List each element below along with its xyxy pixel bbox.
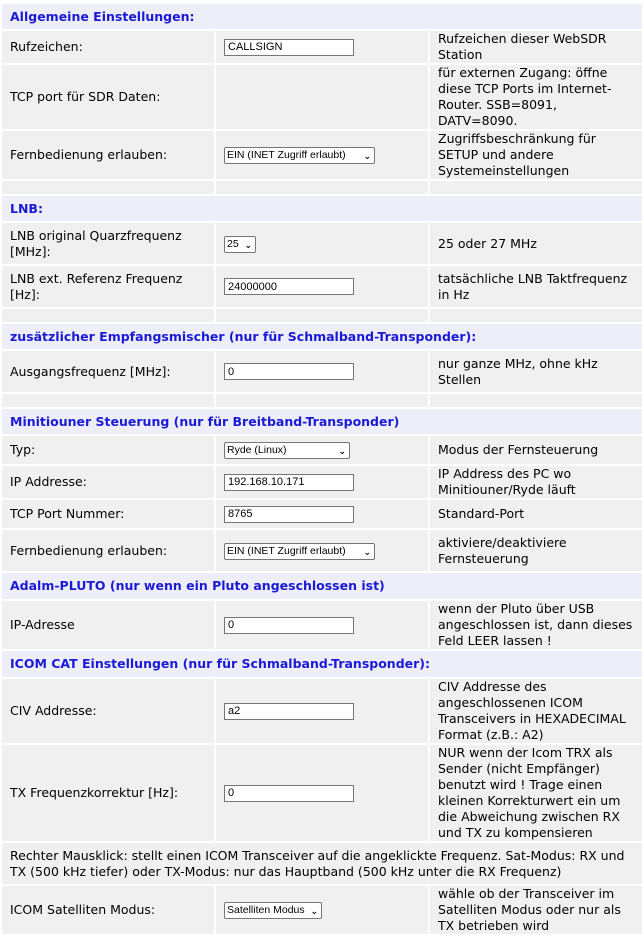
spacer [216, 309, 428, 322]
section-icom-title: ICOM CAT Einstellungen (nur für Schmalband-Transponder): [2, 651, 642, 677]
lnb-quartz-label: LNB original Quarzfrequenz [MHz]: [2, 223, 214, 264]
mt-ip-input[interactable] [224, 474, 354, 491]
lnb-ref-input[interactable] [224, 278, 354, 295]
section-minitiouner-title: Minitiouner Steuerung (nur für Breitband-Transponder) [2, 409, 642, 434]
outfreq-label: Ausgangsfrequenz [MHz]: [2, 351, 214, 392]
section-lnb-title: LNB: [2, 196, 642, 221]
chevron-down-icon [363, 545, 371, 560]
section-mixer-title: zusätzlicher Empfangsmischer (nur für Schmalband-Transponder): [2, 324, 642, 349]
mt-port-desc: Standard-Port [430, 500, 642, 528]
remote-desc: Zugriffsbeschränkung für SETUP und andere Systemeinstellungen [430, 131, 642, 179]
chevron-down-icon [244, 238, 252, 253]
txcorr-label: TX Frequenzkorrektur [Hz]: [2, 745, 214, 841]
chevron-down-icon [310, 904, 318, 919]
tcp-port-label: TCP port für SDR Daten: [2, 65, 214, 129]
pluto-ip-label: IP-Adresse [2, 601, 214, 649]
settings-table [0, 2, 644, 936]
pluto-ip-input[interactable] [224, 617, 354, 634]
callsign-label: Rufzeichen: [2, 31, 214, 63]
txcorr-input[interactable] [224, 785, 354, 802]
section-pluto-title: Adalm-PLUTO (nur wenn ein Pluto angeschlossen ist) [2, 573, 642, 599]
lnb-ref-desc: tatsächliche LNB Taktfrequenz in Hz [430, 266, 642, 307]
lnb-quartz-desc: 25 oder 27 MHz [430, 223, 642, 264]
satmode-value: Satelliten Modus [227, 904, 305, 916]
mt-type-label: Typ: [2, 436, 214, 464]
mt-remote-label: Fernbedienung erlauben: [2, 530, 214, 571]
satmode-label: ICOM Satelliten Modus: [2, 886, 214, 934]
spacer [430, 394, 642, 407]
mt-port-label: TCP Port Nummer: [2, 500, 214, 528]
mt-ip-label: IP Addresse: [2, 466, 214, 498]
mt-remote-select[interactable] [224, 543, 375, 560]
spacer [2, 394, 214, 407]
lnb-quartz-value: 25 [227, 237, 239, 250]
icom-note: Rechter Mausklick: stellt einen ICOM Transceiver auf die angeklickte Frequenz. Sat-Modus: RX und TX (500 kHz tiefer) oder TX-Modus: nur das Hauptband (500 kHz unter die RX Frequenz) [2, 843, 642, 884]
chevron-down-icon [363, 149, 371, 164]
spacer [430, 181, 642, 194]
mt-type-desc: Modus der Fernsteuerung [430, 436, 642, 464]
section-general-title: Allgemeine Einstellungen: [2, 4, 642, 29]
civ-label: CIV Addresse: [2, 679, 214, 743]
remote-select-value: EIN (INET Zugriff erlaubt) [227, 149, 346, 161]
txcorr-desc: NUR wenn der Icom TRX als Sender (nicht Empfänger) benutzt wird ! Trage einen kleinen Korrekturwert ein um die Abweichung zwischen RX und TX zu kompensieren [430, 745, 642, 841]
civ-desc: CIV Addresse des angeschlossenen ICOM Transceivers in HEXADECIMAL Format (z.B.: A2) [430, 679, 642, 743]
mt-ip-desc: IP Address des PC wo Minitiouner/Ryde läuft [430, 466, 642, 498]
spacer [2, 181, 214, 194]
spacer [216, 181, 428, 194]
mt-port-input[interactable] [224, 506, 354, 523]
satmode-select[interactable] [224, 902, 322, 919]
callsign-desc: Rufzeichen dieser WebSDR Station [430, 31, 642, 63]
tcp-port-desc: für externen Zugang: öffne diese TCP Ports im Internet-Router. SSB=8091, DATV=8090. [430, 65, 642, 129]
spacer [216, 394, 428, 407]
outfreq-input[interactable] [224, 363, 354, 380]
mt-remote-desc: aktiviere/deaktiviere Fernsteuerung [430, 530, 642, 571]
outfreq-desc: nur ganze MHz, ohne kHz Stellen [430, 351, 642, 392]
lnb-quartz-select[interactable] [224, 236, 256, 253]
mt-type-value: Ryde (Linux) [227, 444, 287, 456]
chevron-down-icon [338, 444, 346, 459]
mt-remote-value: EIN (INET Zugriff erlaubt) [227, 544, 346, 557]
pluto-ip-desc: wenn der Pluto über USB angeschlossen ist, dann dieses Feld LEER lassen ! [430, 601, 642, 649]
spacer [2, 309, 214, 322]
spacer [430, 309, 642, 322]
satmode-desc: wähle ob der Transceiver im Satelliten Modus oder nur als TX betrieben wird [430, 886, 642, 934]
lnb-ref-label: LNB ext. Referenz Frequenz [Hz]: [2, 266, 214, 307]
remote-select[interactable] [224, 147, 375, 164]
mt-type-select[interactable] [224, 442, 350, 459]
tcp-port-empty [216, 65, 428, 129]
civ-input[interactable] [224, 703, 354, 720]
callsign-input[interactable] [224, 39, 354, 56]
remote-label: Fernbedienung erlauben: [2, 131, 214, 179]
